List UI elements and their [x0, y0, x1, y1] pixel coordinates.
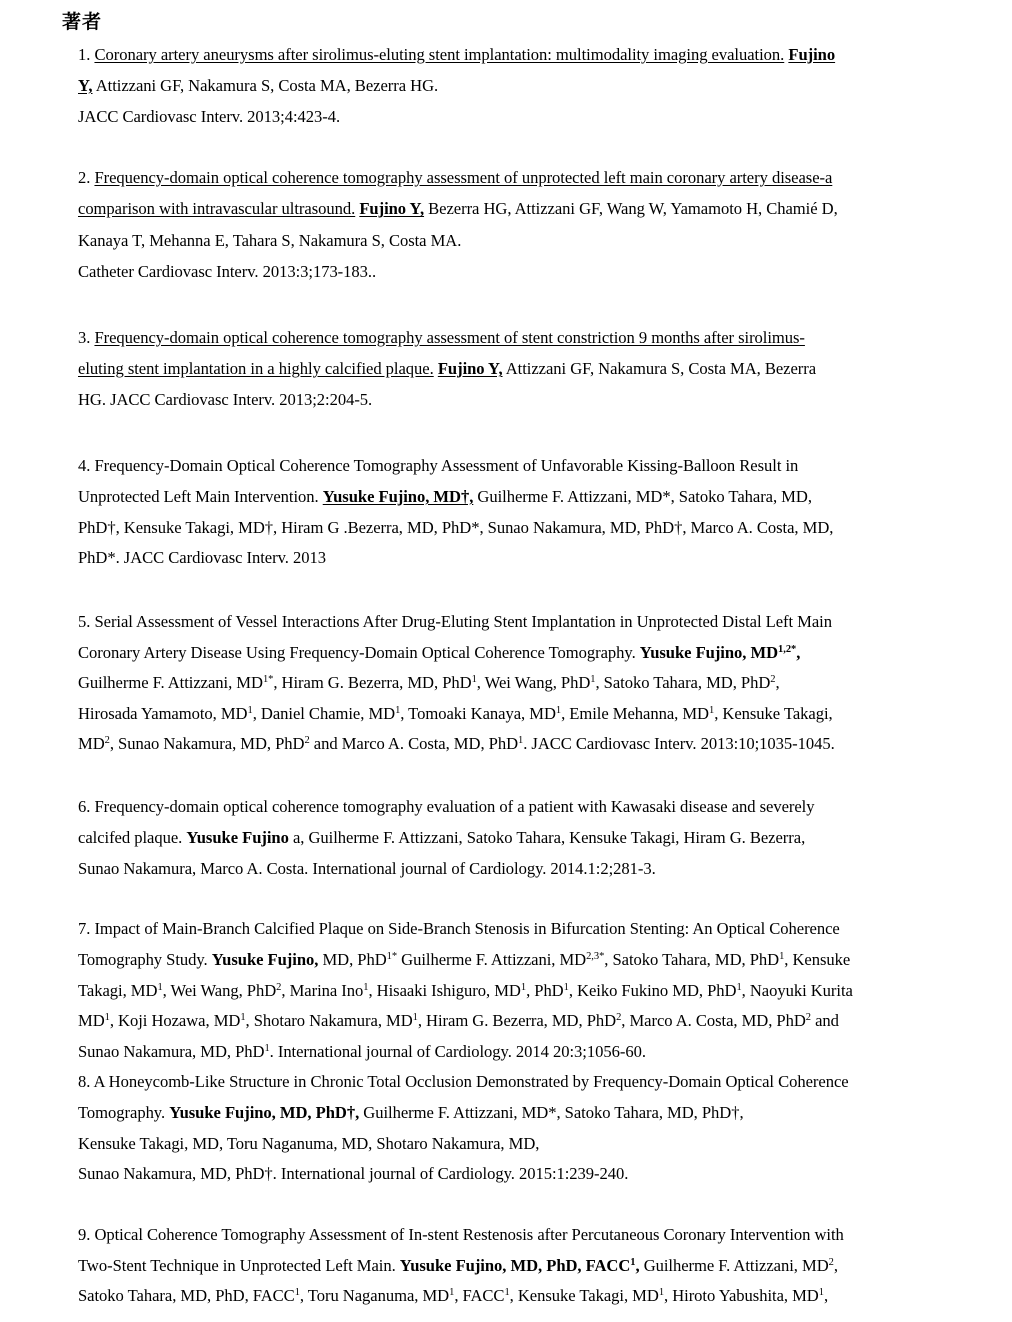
publication-text: , Sunao Nakamura, MD, PhD	[109, 734, 305, 754]
section-heading-authors: 著者	[62, 11, 103, 33]
author-highlight: ,	[635, 1255, 640, 1275]
publication-text: ,	[833, 1255, 838, 1275]
publication-text: ,	[823, 1286, 829, 1306]
author-highlight: Yusuke Fujino,	[211, 949, 319, 969]
publication-text: , Hiram G. Bezerra, MD, PhD	[417, 1011, 617, 1031]
publication-text: , Kensuke	[784, 949, 851, 969]
publication-line	[78, 1220, 950, 1251]
publication-text: Hirosada Yamamoto, MD	[78, 703, 248, 723]
publication-text: Sunao Nakamura, MD, PhD†. International journal of Cardiology. 2015:1:239-240.	[78, 1164, 629, 1184]
publication-text: , Hiroto Yabushita, MD	[664, 1286, 819, 1306]
affiliation-superscript: 1	[449, 1287, 455, 1299]
publication-text: , Kensuke Takagi,	[714, 703, 833, 723]
affiliation-superscript: 1	[590, 674, 596, 686]
author-highlight: Yusuke Fujino, MD	[639, 642, 779, 662]
publication-text: Sunao Nakamura, Marco A. Costa. International journal of Cardiology. 2014.1:2;281-3.	[78, 858, 656, 878]
publication-text: , Naoyuki Kurita	[741, 980, 853, 1000]
publication-line	[78, 1251, 950, 1282]
author-highlight: Fujino Y,	[359, 199, 425, 219]
publication-line	[78, 945, 950, 976]
publication-text: and	[810, 1011, 839, 1031]
publication-entry	[78, 607, 950, 760]
publication-entry	[78, 322, 950, 415]
publication-line	[78, 854, 950, 885]
publication-text: , Hisaaki Ishiguro, MD	[368, 980, 521, 1000]
affiliation-superscript: 1	[818, 1287, 824, 1299]
author-highlight: ,	[796, 642, 801, 662]
publication-line	[78, 71, 950, 102]
publication-line	[78, 225, 950, 256]
affiliation-superscript: 2	[276, 981, 282, 993]
publication-title: Coronary artery aneurysms after sirolimus-eluting stent implantation: multimodality imaging evaluation.	[94, 45, 785, 64]
publication-text: . International journal of Cardiology. 2014 20:3;1056-60.	[269, 1042, 646, 1062]
affiliation-superscript: 1	[264, 1043, 270, 1055]
affiliation-superscript: 1	[471, 674, 477, 686]
publication-line	[78, 40, 950, 71]
publication-text: , Wei Wang, PhD	[476, 673, 591, 693]
publication-text: 4. Frequency-Domain Optical Coherence Tomography Assessment of Unfavorable Kissing-Balloon Result in	[78, 456, 799, 475]
publication-entry	[78, 792, 950, 884]
author-highlight: Yusuke Fujino, MD†,	[322, 486, 474, 506]
affiliation-superscript: 2	[770, 674, 776, 686]
publication-line	[78, 1067, 950, 1098]
publication-text: Unprotected Left Main Intervention.	[78, 486, 323, 506]
affiliation-superscript: 2	[805, 1012, 811, 1024]
author-highlight: Fujino	[788, 45, 836, 64]
publication-text: and Marco A. Costa, MD, PhD	[309, 734, 519, 754]
publication-entry	[78, 914, 950, 1068]
publication-line	[78, 1006, 950, 1037]
publication-entry	[78, 451, 950, 574]
publication-line	[78, 638, 950, 669]
publication-text: , Wei Wang, PhD	[162, 980, 277, 1000]
affiliation-superscript: 1	[363, 981, 369, 993]
affiliation-superscript: 1	[709, 704, 715, 716]
publication-line	[78, 668, 950, 699]
publication-text: , Daniel Chamie, MD	[252, 703, 396, 723]
affiliation-superscript: 1*	[262, 674, 274, 686]
publication-text: Attizzani GF, Nakamura S, Costa MA, Bezerra HG.	[92, 75, 439, 95]
publication-line	[78, 976, 950, 1007]
affiliation-superscript: 1	[412, 1012, 418, 1024]
publication-text: Bezerra HG, Attizzani GF, Wang W, Yamamoto H, Chamié D,	[424, 199, 838, 219]
publication-title: comparison with intravascular ultrasound.	[78, 199, 356, 219]
publication-line	[78, 482, 950, 513]
publication-line	[78, 322, 950, 353]
publication-line	[78, 792, 950, 823]
publication-text: MD, PhD	[318, 949, 387, 969]
publication-line	[78, 914, 950, 945]
publication-text: HG. JACC Cardiovasc Interv. 2013;2:204-5.	[78, 390, 373, 409]
publication-text: 3.	[78, 328, 95, 347]
publication-title: Frequency-domain optical coherence tomography assessment of unprotected left main coronary artery disease-a	[94, 168, 833, 187]
publication-text: PhD*. JACC Cardiovasc Interv. 2013	[78, 548, 326, 568]
affiliation-superscript: 1	[504, 1287, 510, 1299]
publication-text: 2.	[78, 168, 95, 187]
author-highlight: Fujino Y,	[437, 359, 503, 378]
publication-text: Catheter Cardiovasc Interv. 2013:3;173-183..	[78, 262, 377, 282]
affiliation-superscript: 2,3*	[586, 950, 605, 962]
affiliation-superscript: 1	[563, 981, 569, 993]
publication-text: , Hiram G. Bezerra, MD, PhD	[273, 673, 472, 693]
publication-line	[78, 1129, 950, 1160]
publication-text: Tomography.	[78, 1102, 170, 1122]
publication-text: , Keiko Fukino MD, PhD	[568, 980, 737, 1000]
affiliation-superscript: 1	[247, 704, 253, 716]
publication-text: Two-Stent Technique in Unprotected Left Main.	[78, 1255, 400, 1275]
publication-text: Kensuke Takagi, MD, Toru Naganuma, MD, Shotaro Nakamura, MD,	[78, 1133, 540, 1153]
publication-entry	[78, 1067, 950, 1190]
publication-title: eluting stent implantation in a highly calcified plaque.	[78, 359, 434, 378]
publication-text: Sunao Nakamura, MD, PhD	[78, 1042, 265, 1062]
publication-line	[78, 543, 950, 574]
publication-text: Kanaya T, Mehanna E, Tahara S, Nakamura S, Costa MA.	[78, 230, 462, 250]
publication-text: Guilherme F. Attizzani, MD*, Satoko Tahara, MD, PhD†,	[359, 1102, 744, 1122]
publication-text: , FACC	[454, 1286, 505, 1306]
author-highlight: Yusuke Fujino, MD, PhD, FACC	[399, 1255, 631, 1275]
affiliation-superscript: 2	[104, 735, 110, 747]
affiliation-superscript: 2	[828, 1256, 834, 1268]
affiliation-superscript: 1	[658, 1287, 665, 1299]
publication-line	[78, 353, 950, 384]
publication-text: Attizzani GF, Nakamura S, Costa MA, Bezerra	[502, 359, 817, 378]
publication-text: , Tomoaki Kanaya, MD	[400, 703, 556, 723]
author-highlight: Yusuke Fujino, MD, PhD†,	[169, 1102, 360, 1122]
publication-line	[78, 1098, 950, 1129]
publication-text: , Satoko Tahara, MD, PhD	[595, 673, 771, 693]
publication-line	[78, 102, 950, 133]
author-highlight: Y,	[78, 75, 93, 95]
publication-line	[78, 729, 950, 760]
affiliation-superscript: 1	[518, 735, 524, 747]
affiliation-superscript: 2	[304, 735, 310, 747]
publication-text: , Marina Ino	[281, 980, 364, 1000]
publication-line	[78, 1037, 950, 1068]
publication-line	[78, 193, 950, 224]
publication-text: Guilherme F. Attizzani, MD*, Satoko Tahara, MD,	[473, 486, 812, 506]
publication-line	[78, 699, 950, 730]
publication-text: MD	[78, 734, 105, 754]
publication-line	[78, 384, 950, 415]
publication-text: , Koji Hozawa, MD	[109, 1011, 241, 1031]
publication-text: , Satoko Tahara, MD, PhD	[604, 949, 780, 969]
publication-line	[78, 1159, 950, 1190]
affiliation-superscript: 1,2*	[778, 643, 797, 655]
publication-line	[78, 513, 950, 544]
affiliation-superscript: 1	[779, 950, 785, 962]
publication-text: , Shotaro Nakamura, MD	[245, 1011, 413, 1031]
publication-entry	[78, 40, 950, 132]
publication-line	[78, 256, 950, 287]
publication-text: Takagi, MD	[78, 980, 158, 1000]
publication-text: . JACC Cardiovasc Interv. 2013:10;1035-1045.	[523, 734, 835, 754]
publication-text: Coronary Artery Disease Using Frequency-Domain Optical Coherence Tomography.	[78, 642, 640, 662]
publication-text: Guilherme F. Attizzani, MD	[639, 1255, 829, 1275]
affiliation-superscript: 1*	[386, 950, 398, 962]
publication-line	[78, 162, 950, 193]
publication-title: Frequency-domain optical coherence tomography assessment of stent constriction 9 months after sirolimus-	[94, 328, 805, 347]
affiliation-superscript: 1	[630, 1256, 636, 1268]
publication-text: Tomography Study.	[78, 949, 212, 969]
affiliation-superscript: 1	[104, 1012, 110, 1024]
affiliation-superscript: 1	[240, 1012, 246, 1024]
publication-text: 7. Impact of Main-Branch Calcified Plaque on Side-Branch Stenosis in Bifurcation Stenting: An Optical Coherence	[78, 919, 840, 938]
affiliation-superscript: 2	[616, 1012, 622, 1024]
affiliation-superscript: 1	[395, 704, 401, 716]
publication-text: 9. Optical Coherence Tomography Assessment of In-stent Restenosis after Percutaneous Coronary Intervention with	[78, 1225, 844, 1244]
publication-text: PhD†, Kensuke Takagi, MD†, Hiram G .Bezerra, MD, PhD*, Sunao Nakamura, MD, PhD†, Marco A. Costa, MD,	[78, 517, 834, 537]
publication-text: , PhD	[526, 980, 564, 1000]
affiliation-superscript: 1	[520, 981, 527, 993]
publication-text: 8. A Honeycomb-Like Structure in Chronic Total Occlusion Demonstrated by Frequency-Domain Optical Coherence	[78, 1072, 849, 1091]
publication-text: 5. Serial Assessment of Vessel Interactions After Drug-Eluting Stent Implantation in Unprotected Distal Left Main	[78, 612, 832, 631]
publication-text: MD	[78, 1011, 105, 1031]
publication-text: a, Guilherme F. Attizzani, Satoko Tahara, Kensuke Takagi, Hiram G. Bezerra,	[288, 827, 806, 847]
publication-text: ,	[775, 673, 780, 693]
publication-text: 1.	[78, 45, 95, 64]
publication-line	[78, 451, 950, 482]
publication-line	[78, 607, 950, 638]
publication-text: JACC Cardiovasc Interv. 2013;4:423-4.	[78, 106, 341, 126]
affiliation-superscript: 1	[555, 704, 562, 716]
publication-text: 6. Frequency-domain optical coherence tomography evaluation of a patient with Kawasaki disease and severely	[78, 797, 815, 816]
publication-text: Guilherme F. Attizzani, MD	[397, 949, 587, 969]
affiliation-superscript: 1	[157, 981, 163, 993]
publication-line	[78, 1281, 950, 1312]
publication-text: Guilherme F. Attizzani, MD	[78, 673, 263, 693]
publication-text: , Emile Mehanna, MD	[561, 703, 709, 723]
publication-entry	[78, 1220, 950, 1312]
affiliation-superscript: 1	[294, 1287, 300, 1299]
publication-text: Satoko Tahara, MD, PhD, FACC	[78, 1286, 295, 1306]
publication-text: , Toru Naganuma, MD	[299, 1286, 450, 1306]
publication-line	[78, 823, 950, 854]
author-highlight: Yusuke Fujino	[186, 827, 289, 847]
publication-text: calcifed plaque.	[78, 827, 187, 847]
affiliation-superscript: 1	[736, 981, 742, 993]
publication-text: , Kensuke Takagi, MD	[509, 1286, 659, 1306]
publication-text: , Marco A. Costa, MD, PhD	[621, 1011, 806, 1031]
publication-entry	[78, 162, 950, 288]
